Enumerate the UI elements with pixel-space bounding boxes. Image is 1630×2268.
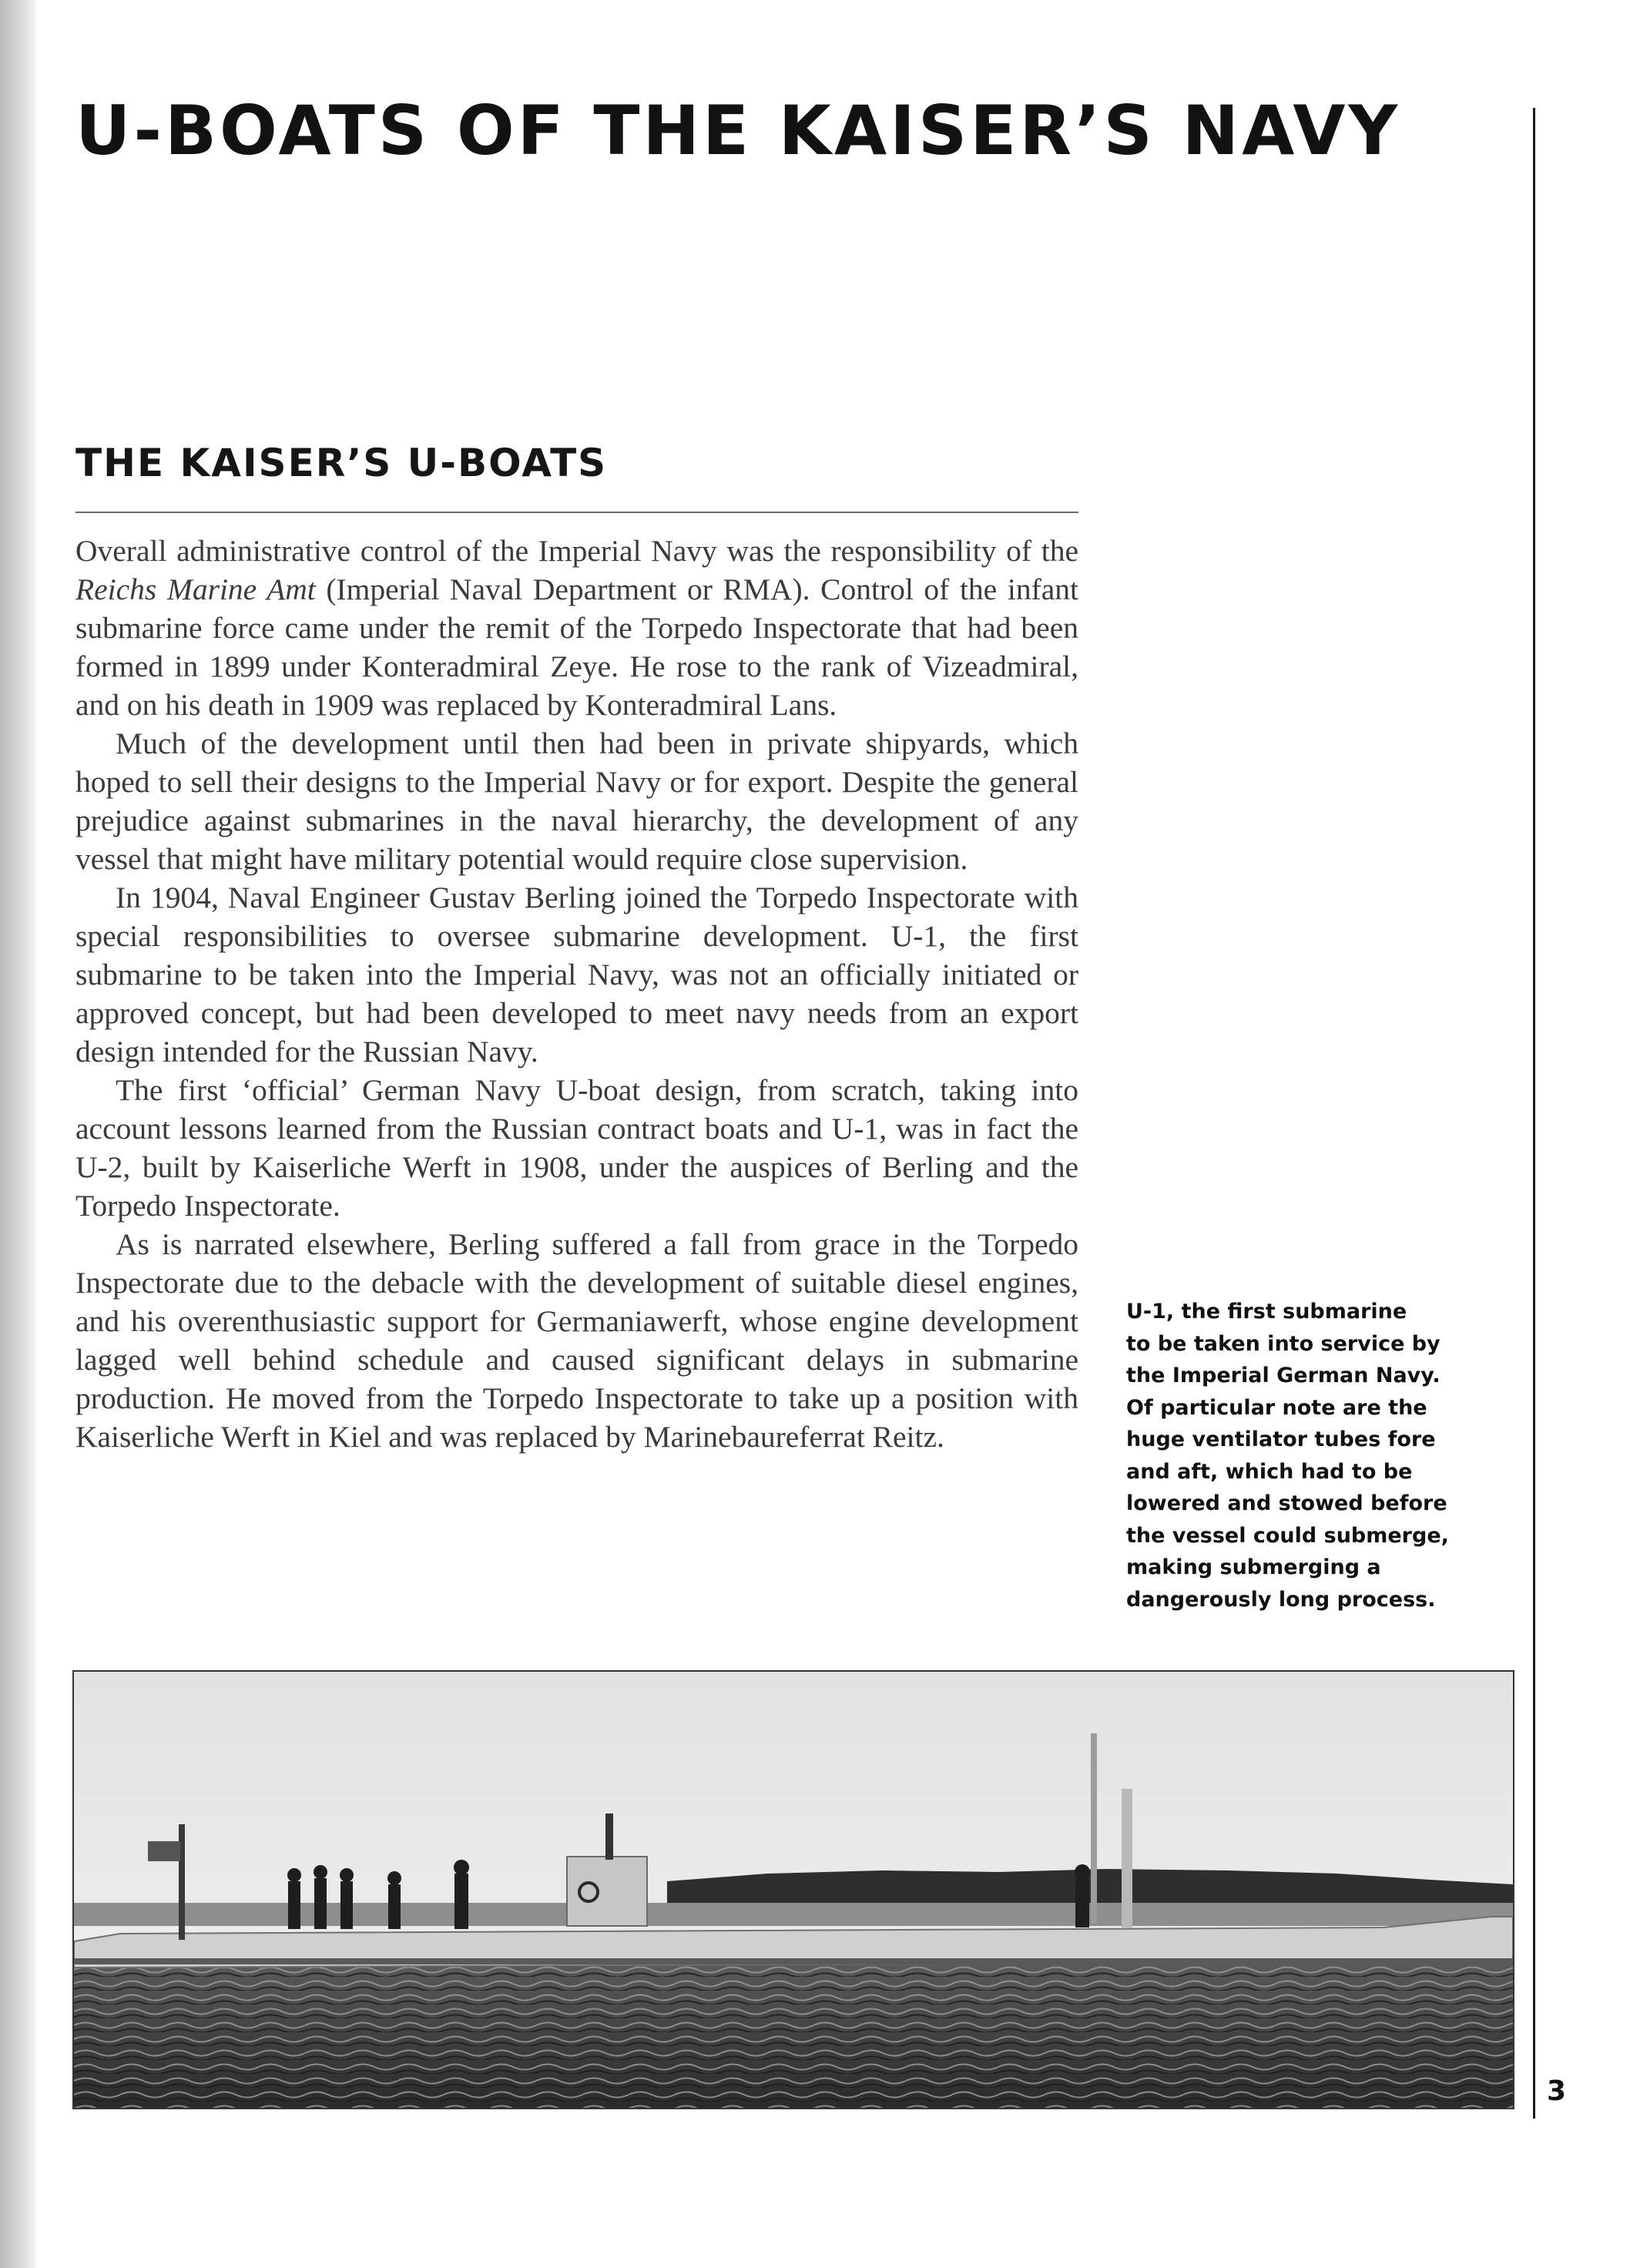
page-title: U-BOATS OF THE KAISER’S NAVY xyxy=(75,91,1401,170)
caption-line: lowered and stowed before xyxy=(1126,1491,1447,1515)
page-gutter-shadow xyxy=(0,0,35,2268)
caption-line: the vessel could submerge, xyxy=(1126,1523,1449,1548)
paragraph-5: As is narrated elsewhere, Berling suffered a fall from grace in the Torpedo Inspectorate due to the debacle with the development of suitable diesel engines, and his overenthusiastic support for Germaniawerft, whose engine development lagged well behind schedule and caused significant delays in submarine production. He moved from the Torpedo Inspectorate to take up a position with Kaiserliche Werft in Kiel and was replaced by Marinebaureferrat Reitz. xyxy=(75,1227,1078,1454)
caption-line: Of particular note are the xyxy=(1126,1395,1427,1420)
caption-line: huge ventilator tubes fore xyxy=(1126,1428,1436,1451)
page-number: 3 xyxy=(1547,2075,1567,2107)
photo-caption xyxy=(1126,1296,1450,1615)
reichs-marine-amt-term: Reichs Marine Amt xyxy=(75,572,316,606)
section-heading: THE KAISER’S U-BOATS xyxy=(75,441,608,485)
margin-rule xyxy=(1533,108,1535,2119)
caption-line: to be taken into service by xyxy=(1126,1331,1441,1356)
u1-submarine-photo xyxy=(72,1670,1514,2109)
caption-line: dangerously long process. xyxy=(1126,1587,1436,1612)
article-body xyxy=(75,532,1078,1456)
caption-line: making submerging a xyxy=(1126,1555,1381,1579)
caption-line: the Imperial German Navy. xyxy=(1126,1364,1441,1387)
paragraph-4: The first ‘official’ German Navy U-boat design, from scratch, taking into account lessons learned from the Russian contract boats and U-1, was in fact the U-2, built by Kaiserliche Werft in 1908, under the auspices of Berling and the Torpedo Inspectorate. xyxy=(75,1073,1078,1223)
paragraph-1: Overall administrative control of the Imperial Navy was the responsibility of the Reichs Marine Amt (Imperial Naval Department or RMA). Control of the infant submarine force came under the remit of the Torpedo Inspectorate that had been formed in 1899 under Konteradmiral Zeye. He rose to the rank of Vizeadmiral, and on his death in 1909 was replaced by Konteradmiral Lans. xyxy=(75,534,1078,722)
paragraph-2: Much of the development until then had been in private shipyards, which hoped to sell their designs to the Imperial Navy or for export. Despite the general prejudice against submarines in the naval hierarchy, the development of any vessel that might have military potential would require close supervision. xyxy=(75,726,1078,876)
paragraph-3: In 1904, Naval Engineer Gustav Berling joined the Torpedo Inspectorate with special responsibilities to oversee submarine development. U-1, the first submarine to be taken into the Imperial Navy, was not an officially initiated or approved concept, but had been developed to meet navy needs from an export design intended for the Russian Navy. xyxy=(75,881,1078,1069)
section-divider xyxy=(75,512,1078,513)
caption-line: and aft, which had to be xyxy=(1126,1459,1413,1484)
caption-line: U-1, the first submarine xyxy=(1126,1300,1407,1324)
